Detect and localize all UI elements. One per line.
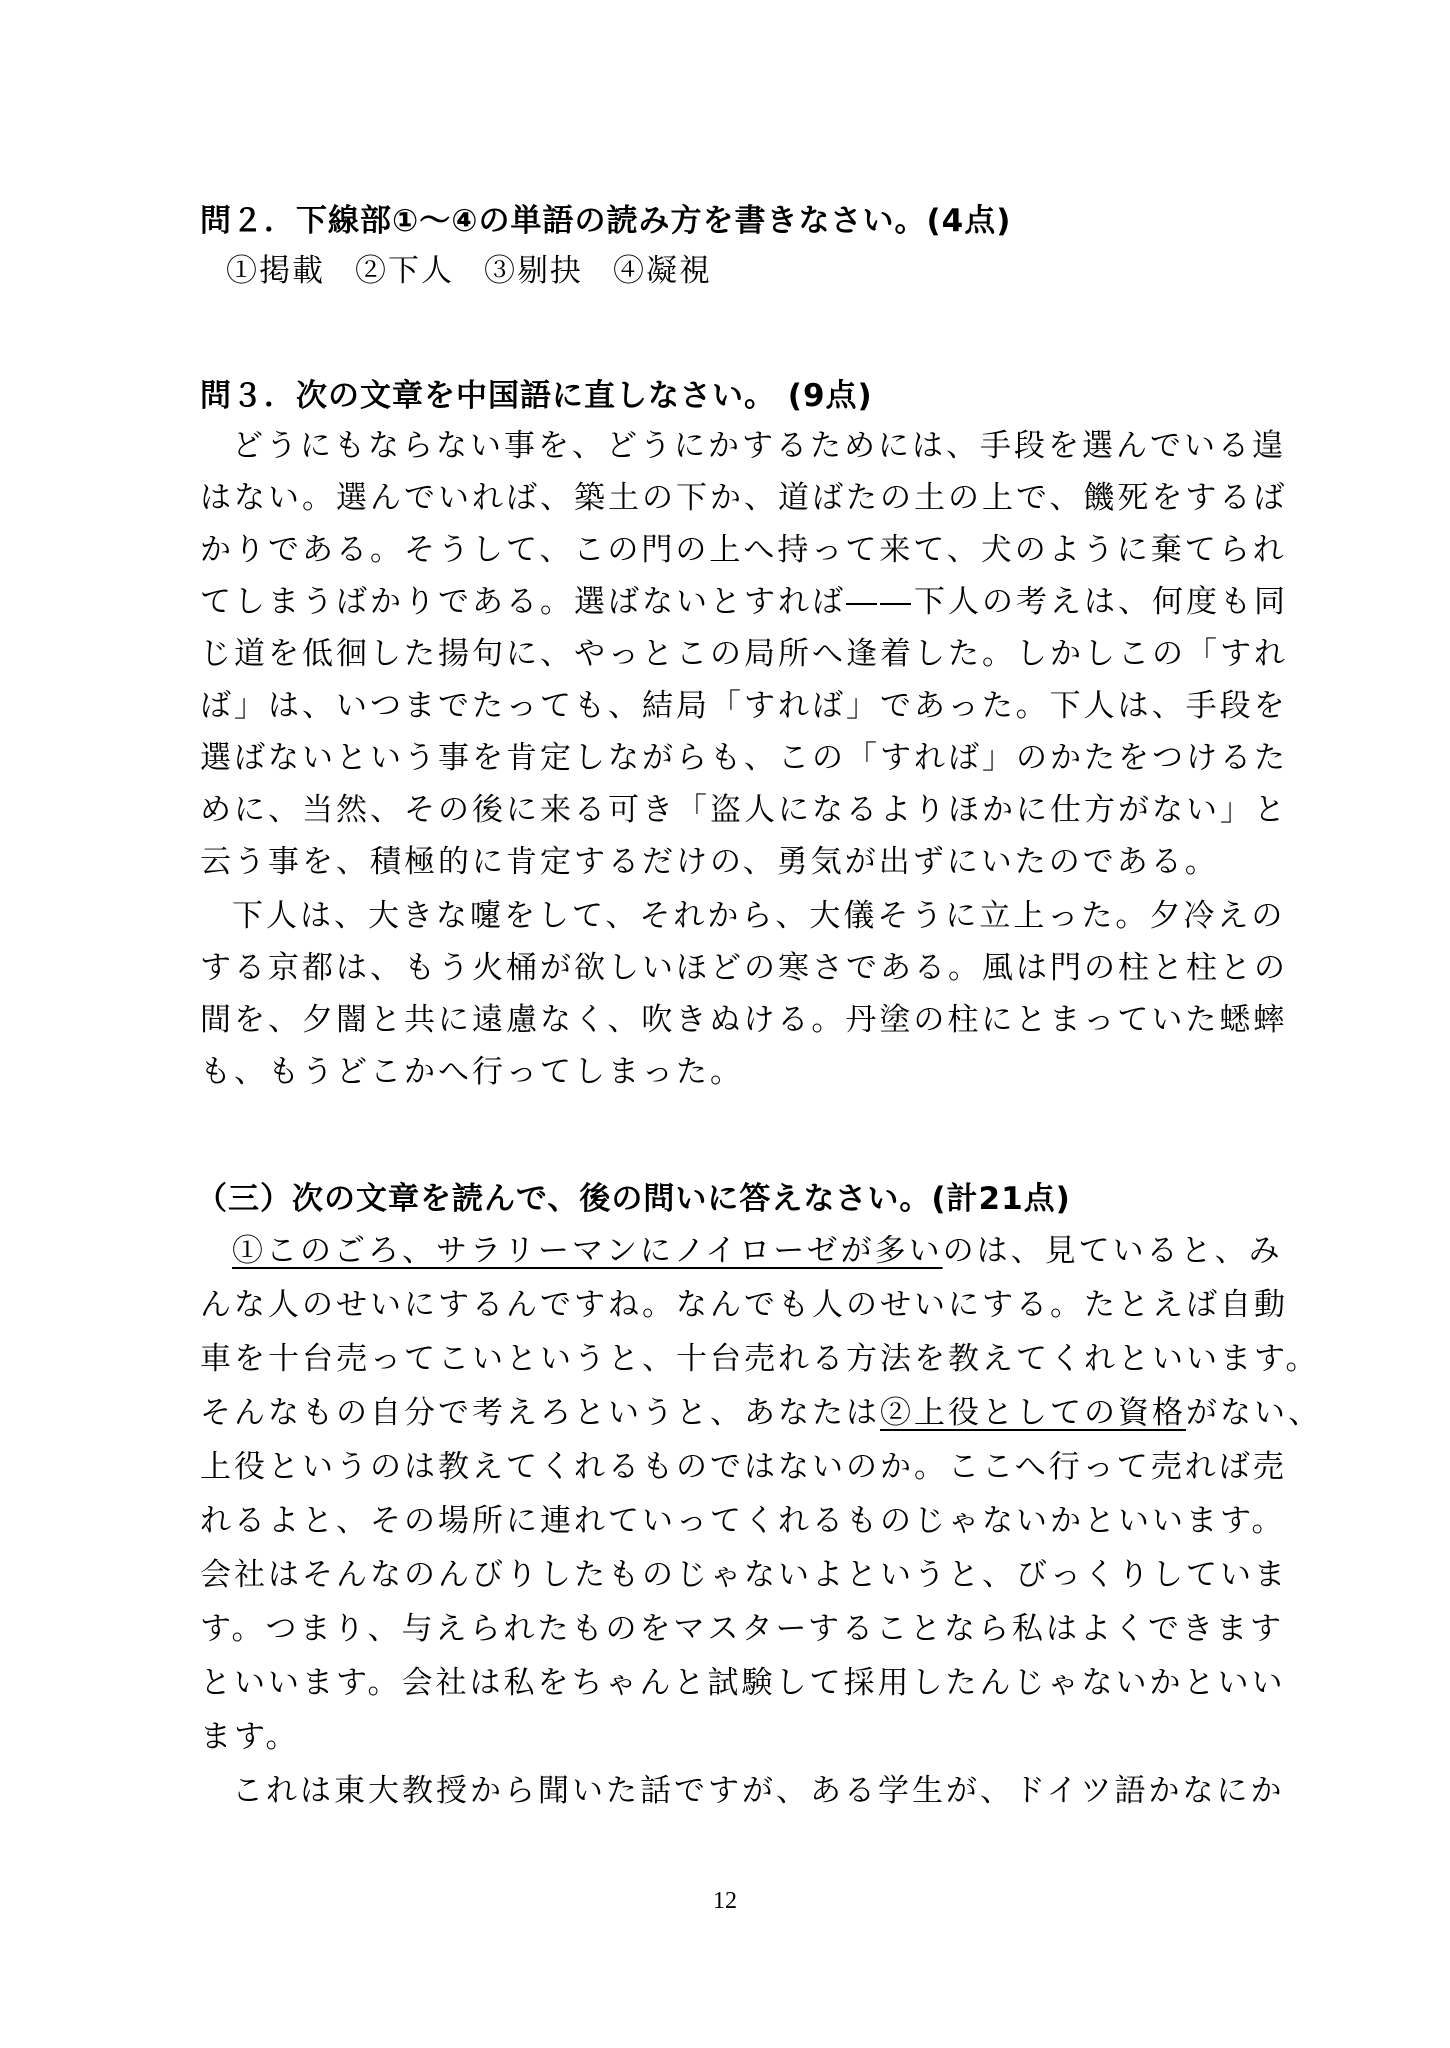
passage-line <box>200 1390 1322 1436</box>
passage-line: かりである。そうして、この門の上へ持って来て、犬のように棄てられ <box>200 532 1287 568</box>
vocab-word: ①掲載 <box>226 253 325 289</box>
passage-line: れるよと、その場所に連れていってくれるものじゃないかといいます。 <box>200 1503 1286 1539</box>
passage-text: そんなもの自分で考えろというと、あなたは <box>200 1395 880 1431</box>
passage-line: 選ばないという事を肯定しながらも、この「すれば」のかたをつけるた <box>200 740 1288 776</box>
vocab-word: ③剔抉 <box>484 253 583 289</box>
passage-line: 車を十台売ってこいというと、十台売れる方法を教えてくれといいます。 <box>200 1341 1320 1377</box>
passage-line: 間を、夕闇と共に遠慮なく、吹きぬける。丹塗の柱にとまっていた蟋蟀 <box>200 1002 1288 1038</box>
passage-line: ば」は、いつまでたっても、結局「すれば」であった。下人は、手段を <box>200 688 1288 724</box>
passage-line: 上役というのは教えてくれるものではないのか。ここへ行って売れば売 <box>200 1449 1287 1485</box>
passage-line: めに、当然、その後に来る可き「盗人になるよりほかに仕方がない」と <box>200 792 1288 828</box>
passage-line: これは東大教授から聞いた話ですが、ある学生が、ドイツ語かなにか <box>232 1773 1285 1809</box>
question2-heading: 問２．下線部①～④の単語の読み方を書きなさい。(4点) <box>200 203 1012 239</box>
passage-line: 云う事を、積極的に肯定するだけの、勇気が出ずにいたのである。 <box>200 844 1219 880</box>
passage-line: 会社はそんなのんびりしたものじゃないよというと、びっくりしていま <box>200 1557 1288 1593</box>
passage-text: がない、 <box>1186 1395 1322 1431</box>
passage-line: ます。 <box>200 1719 300 1755</box>
passage-line: はない。選んでいれば、築土の下か、道ばたの土の上で、饑死をするば <box>200 480 1288 516</box>
passage-line <box>232 1228 1283 1274</box>
underlined-phrase-2: ②上役としての資格 <box>880 1395 1186 1431</box>
question2-word-list <box>226 248 742 294</box>
passage-text: のは、見ていると、み <box>942 1233 1283 1269</box>
passage-line: じ道を低徊した揚句に、やっとこの局所へ逢着した。しかしこの「すれ <box>200 636 1288 672</box>
vocab-word: ④凝視 <box>613 253 712 289</box>
passage-line: んな人のせいにするんですね。なんでも人のせいにする。たとえば自動 <box>200 1287 1288 1323</box>
passage-line: どうにもならない事を、どうにかするためには、手段を選んでいる遑 <box>232 428 1286 464</box>
question3-heading: 問３．次の文章を中国語に直しなさい。 (9点) <box>200 378 873 414</box>
passage-line: す。つまり、与えられたものをマスターすることなら私はよくできます <box>200 1611 1284 1647</box>
passage-line: する京都は、もう火桶が欲しいほどの寒さである。風は門の柱と柱との <box>200 950 1288 986</box>
passage-line: 下人は、大きな嚔をして、それから、大儀そうに立上った。夕冷えの <box>232 898 1286 934</box>
passage-line: といいます。会社は私をちゃんと試験して採用したんじゃないかといい <box>200 1665 1286 1701</box>
vocab-word: ②下人 <box>355 253 454 289</box>
passage-line: も、もうどこかへ行ってしまった。 <box>200 1054 744 1090</box>
underlined-phrase-1: ①このごろ、サラリーマンにノイローゼが多い <box>232 1233 943 1269</box>
passage-line: てしまうばかりである。選ばないとすれば――下人の考えは、何度も同 <box>200 584 1288 620</box>
page-number: 12 <box>713 1888 737 1914</box>
section3-heading: （三）次の文章を読んで、後の問いに答えなさい。(計21点) <box>196 1181 1071 1217</box>
